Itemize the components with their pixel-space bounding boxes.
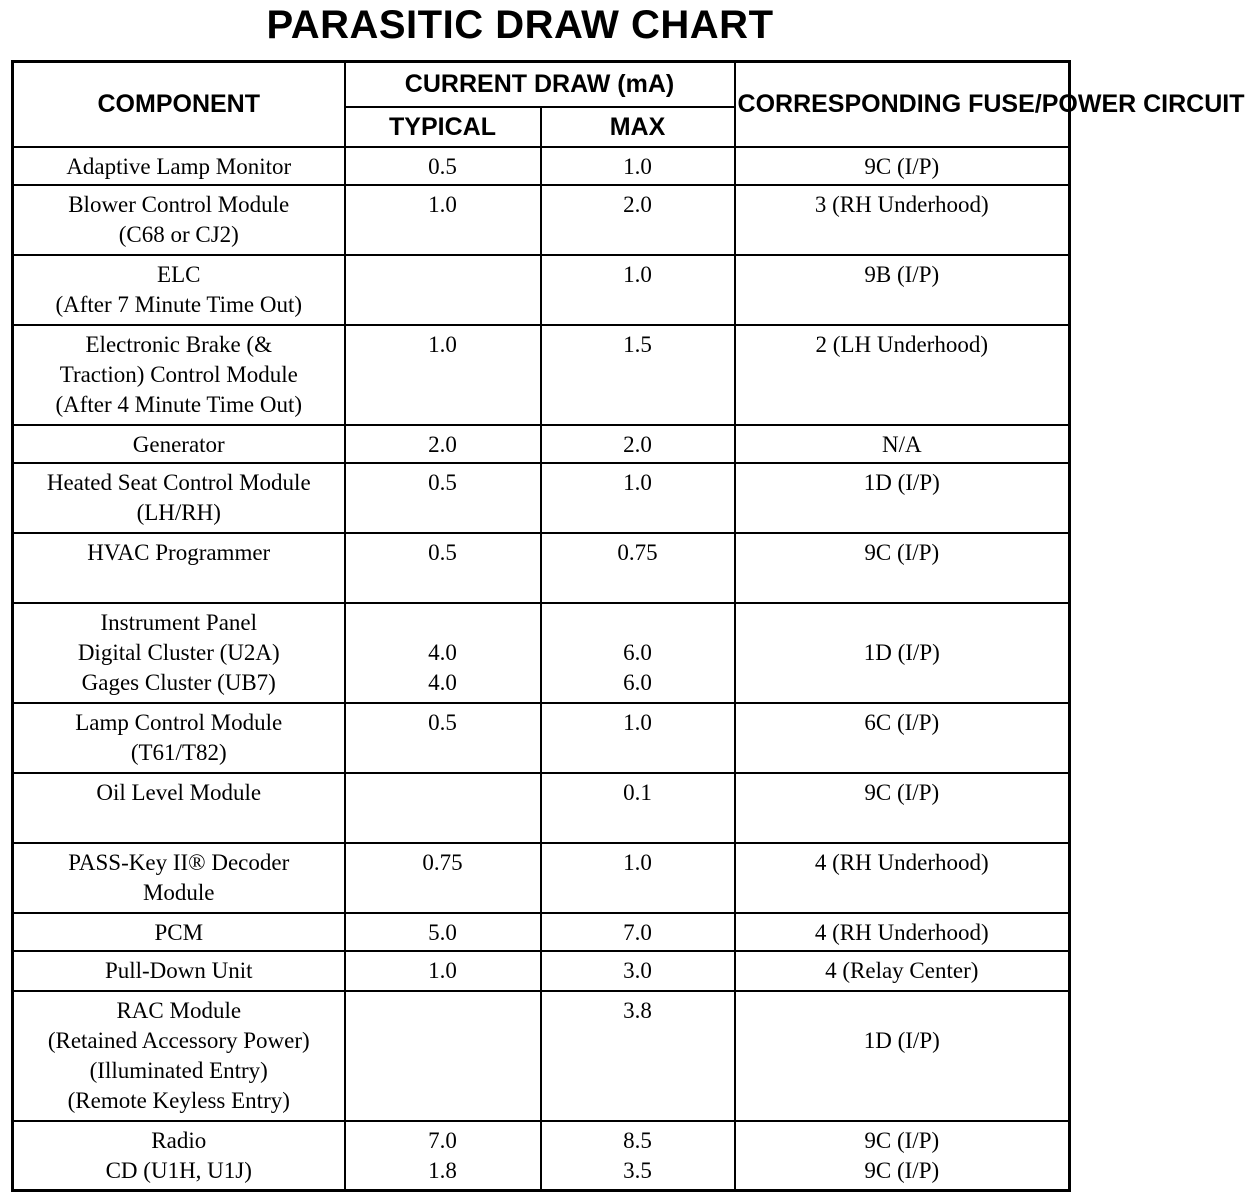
cell-component xyxy=(13,773,345,843)
typical-line: 2.0 xyxy=(428,431,457,457)
component-line: (C68 or CJ2) xyxy=(118,221,239,247)
cell-max xyxy=(541,1121,735,1191)
component-line: (Remote Keyless Entry) xyxy=(67,1087,290,1113)
table-row xyxy=(13,533,1070,603)
max-line: 1.0 xyxy=(623,469,652,495)
cell-max xyxy=(541,255,735,325)
typical-line: 0.5 xyxy=(428,709,457,735)
cell-circuit xyxy=(735,913,1070,951)
cell-component xyxy=(13,991,345,1121)
cell-typical xyxy=(345,463,541,533)
circuit-line: N/A xyxy=(881,431,922,457)
cell-component xyxy=(13,463,345,533)
cell-circuit xyxy=(735,843,1070,913)
typical-line: 0.5 xyxy=(428,153,457,179)
cell-max xyxy=(541,843,735,913)
table-row xyxy=(13,325,1070,425)
typical-line xyxy=(348,608,538,638)
component-line: Module xyxy=(142,879,215,905)
cell-max xyxy=(541,951,735,991)
cell-typical xyxy=(345,773,541,843)
table-row xyxy=(13,951,1070,991)
cell-circuit xyxy=(735,991,1070,1121)
cell-typical xyxy=(345,147,541,185)
circuit-line: 1D (I/P) xyxy=(863,639,940,665)
header-typical: TYPICAL xyxy=(345,107,541,147)
component-line: Traction) Control Module xyxy=(59,361,298,387)
circuit-line: 1D (I/P) xyxy=(863,469,940,495)
table-row xyxy=(13,603,1070,703)
max-line: 3.5 xyxy=(623,1157,652,1183)
max-line: 2.0 xyxy=(623,191,652,217)
circuit-line: 9C (I/P) xyxy=(864,779,940,805)
cell-typical xyxy=(345,703,541,773)
component-line: (T61/T82) xyxy=(130,739,227,765)
cell-circuit xyxy=(735,255,1070,325)
table-row xyxy=(13,913,1070,951)
component-line: Heated Seat Control Module xyxy=(46,469,311,495)
component-line: HVAC Programmer xyxy=(87,539,271,565)
max-line: 7.0 xyxy=(623,919,652,945)
circuit-line: 9C (I/P) xyxy=(864,1127,940,1153)
cell-max xyxy=(541,991,735,1121)
cell-typical xyxy=(345,255,541,325)
component-line: PASS-Key II® Decoder xyxy=(68,849,290,875)
max-line: 3.0 xyxy=(623,957,652,983)
component-line: Lamp Control Module xyxy=(75,709,283,735)
cell-max xyxy=(541,913,735,951)
circuit-line: 9C (I/P) xyxy=(864,539,940,565)
cell-component xyxy=(13,325,345,425)
cell-typical xyxy=(345,951,541,991)
typical-line: 0.75 xyxy=(422,849,463,875)
table-row xyxy=(13,843,1070,913)
typical-line: 1.8 xyxy=(428,1157,457,1183)
cell-circuit xyxy=(735,703,1070,773)
circuit-line: 4 (RH Underhood) xyxy=(814,919,989,945)
circuit-line: 1D (I/P) xyxy=(863,1027,940,1053)
cell-max xyxy=(541,147,735,185)
header-current-draw: CURRENT DRAW (mA) xyxy=(345,62,735,107)
max-line: 2.0 xyxy=(623,431,652,457)
component-line: RAC Module xyxy=(116,997,242,1023)
table-row xyxy=(13,703,1070,773)
table-row xyxy=(13,463,1070,533)
max-line: 1.0 xyxy=(623,153,652,179)
cell-max xyxy=(541,533,735,603)
cell-circuit xyxy=(735,147,1070,185)
circuit-line: 9C (I/P) xyxy=(864,1157,940,1183)
cell-max xyxy=(541,603,735,703)
cell-max xyxy=(541,325,735,425)
table-row xyxy=(13,425,1070,463)
cell-component xyxy=(13,185,345,255)
header-circuit xyxy=(735,62,1245,147)
cell-circuit xyxy=(735,603,1070,703)
cell-typical xyxy=(345,425,541,463)
typical-line: 1.0 xyxy=(428,191,457,217)
parasitic-draw-table xyxy=(11,60,1245,1192)
table-body xyxy=(13,147,1070,1191)
cell-circuit xyxy=(735,185,1070,255)
table-row xyxy=(13,991,1070,1121)
component-line: Adaptive Lamp Monitor xyxy=(66,153,292,179)
cell-component xyxy=(13,843,345,913)
header-max: MAX xyxy=(541,107,735,147)
component-line: Generator xyxy=(132,431,225,457)
component-line: Blower Control Module xyxy=(68,191,290,217)
cell-max xyxy=(541,463,735,533)
component-line: (After 4 Minute Time Out) xyxy=(55,391,303,417)
cell-max xyxy=(541,425,735,463)
component-line: (Illuminated Entry) xyxy=(89,1057,268,1083)
typical-line: 0.5 xyxy=(428,469,457,495)
cell-typical xyxy=(345,603,541,703)
component-line: Instrument Panel xyxy=(100,609,257,635)
circuit-line: 9B (I/P) xyxy=(864,261,940,287)
typical-line: 4.0 xyxy=(428,669,457,695)
circuit-line xyxy=(738,996,1067,1026)
typical-line: 7.0 xyxy=(428,1127,457,1153)
max-line: 6.0 xyxy=(623,669,652,695)
cell-typical xyxy=(345,991,541,1121)
table-row xyxy=(13,1121,1070,1191)
circuit-line: 4 (RH Underhood) xyxy=(814,849,989,875)
component-line: Radio xyxy=(151,1127,207,1153)
max-line: 1.0 xyxy=(623,849,652,875)
typical-line xyxy=(348,778,538,808)
component-line: Pull-Down Unit xyxy=(104,957,253,983)
cell-component xyxy=(13,703,345,773)
cell-typical xyxy=(345,185,541,255)
cell-max xyxy=(541,703,735,773)
header-circuit-line1: CORRESPONDING xyxy=(737,90,962,119)
component-line: Digital Cluster (U2A) xyxy=(77,639,280,665)
component-line: Gages Cluster (UB7) xyxy=(81,669,276,695)
cell-max xyxy=(541,773,735,843)
max-line: 1.0 xyxy=(623,709,652,735)
cell-max xyxy=(541,185,735,255)
typical-line: 1.0 xyxy=(428,957,457,983)
typical-line xyxy=(348,996,538,1026)
max-line: 6.0 xyxy=(623,639,652,665)
cell-component xyxy=(13,255,345,325)
max-line: 1.5 xyxy=(623,331,652,357)
cell-circuit xyxy=(735,425,1070,463)
cell-component xyxy=(13,147,345,185)
cell-typical xyxy=(345,913,541,951)
cell-component xyxy=(13,425,345,463)
max-line: 8.5 xyxy=(623,1127,652,1153)
cell-typical xyxy=(345,843,541,913)
typical-line: 4.0 xyxy=(428,639,457,665)
typical-line: 0.5 xyxy=(428,539,457,565)
max-line xyxy=(544,608,732,638)
circuit-line xyxy=(738,608,1067,638)
header-component: COMPONENT xyxy=(13,62,345,147)
cell-component xyxy=(13,603,345,703)
circuit-line: 3 (RH Underhood) xyxy=(814,191,989,217)
circuit-line: 6C (I/P) xyxy=(864,709,940,735)
component-line: CD (U1H, U1J) xyxy=(105,1157,252,1183)
table-row xyxy=(13,147,1070,185)
circuit-line: 2 (LH Underhood) xyxy=(815,331,988,357)
component-line: Oil Level Module xyxy=(96,779,262,805)
cell-component xyxy=(13,951,345,991)
typical-line xyxy=(348,260,538,290)
cell-circuit xyxy=(735,773,1070,843)
table-row xyxy=(13,255,1070,325)
component-line: Electronic Brake (& xyxy=(85,331,272,357)
component-line: (LH/RH) xyxy=(136,499,221,525)
component-line: (After 7 Minute Time Out) xyxy=(55,291,303,317)
table-row xyxy=(13,773,1070,843)
cell-typical xyxy=(345,1121,541,1191)
cell-component xyxy=(13,1121,345,1191)
cell-circuit xyxy=(735,951,1070,991)
cell-typical xyxy=(345,325,541,425)
cell-component xyxy=(13,913,345,951)
max-line: 1.0 xyxy=(623,261,652,287)
max-line: 0.75 xyxy=(617,539,658,565)
cell-circuit xyxy=(735,1121,1070,1191)
component-line: ELC xyxy=(157,261,201,287)
component-line: PCM xyxy=(154,919,204,945)
cell-component xyxy=(13,533,345,603)
typical-line: 5.0 xyxy=(428,919,457,945)
page-title: PARASITIC DRAW CHART xyxy=(266,3,774,47)
component-line: (Retained Accessory Power) xyxy=(47,1027,310,1053)
cell-circuit xyxy=(735,463,1070,533)
max-line: 0.1 xyxy=(623,779,652,805)
table-row xyxy=(13,185,1070,255)
cell-typical xyxy=(345,533,541,603)
cell-circuit xyxy=(735,325,1070,425)
max-line: 3.8 xyxy=(623,997,652,1023)
circuit-line: 9C (I/P) xyxy=(864,153,940,179)
circuit-line: 4 (Relay Center) xyxy=(825,957,979,983)
cell-circuit xyxy=(735,533,1070,603)
typical-line: 1.0 xyxy=(428,331,457,357)
header-circuit-line2: FUSE/POWER CIRCUIT xyxy=(968,90,1245,119)
